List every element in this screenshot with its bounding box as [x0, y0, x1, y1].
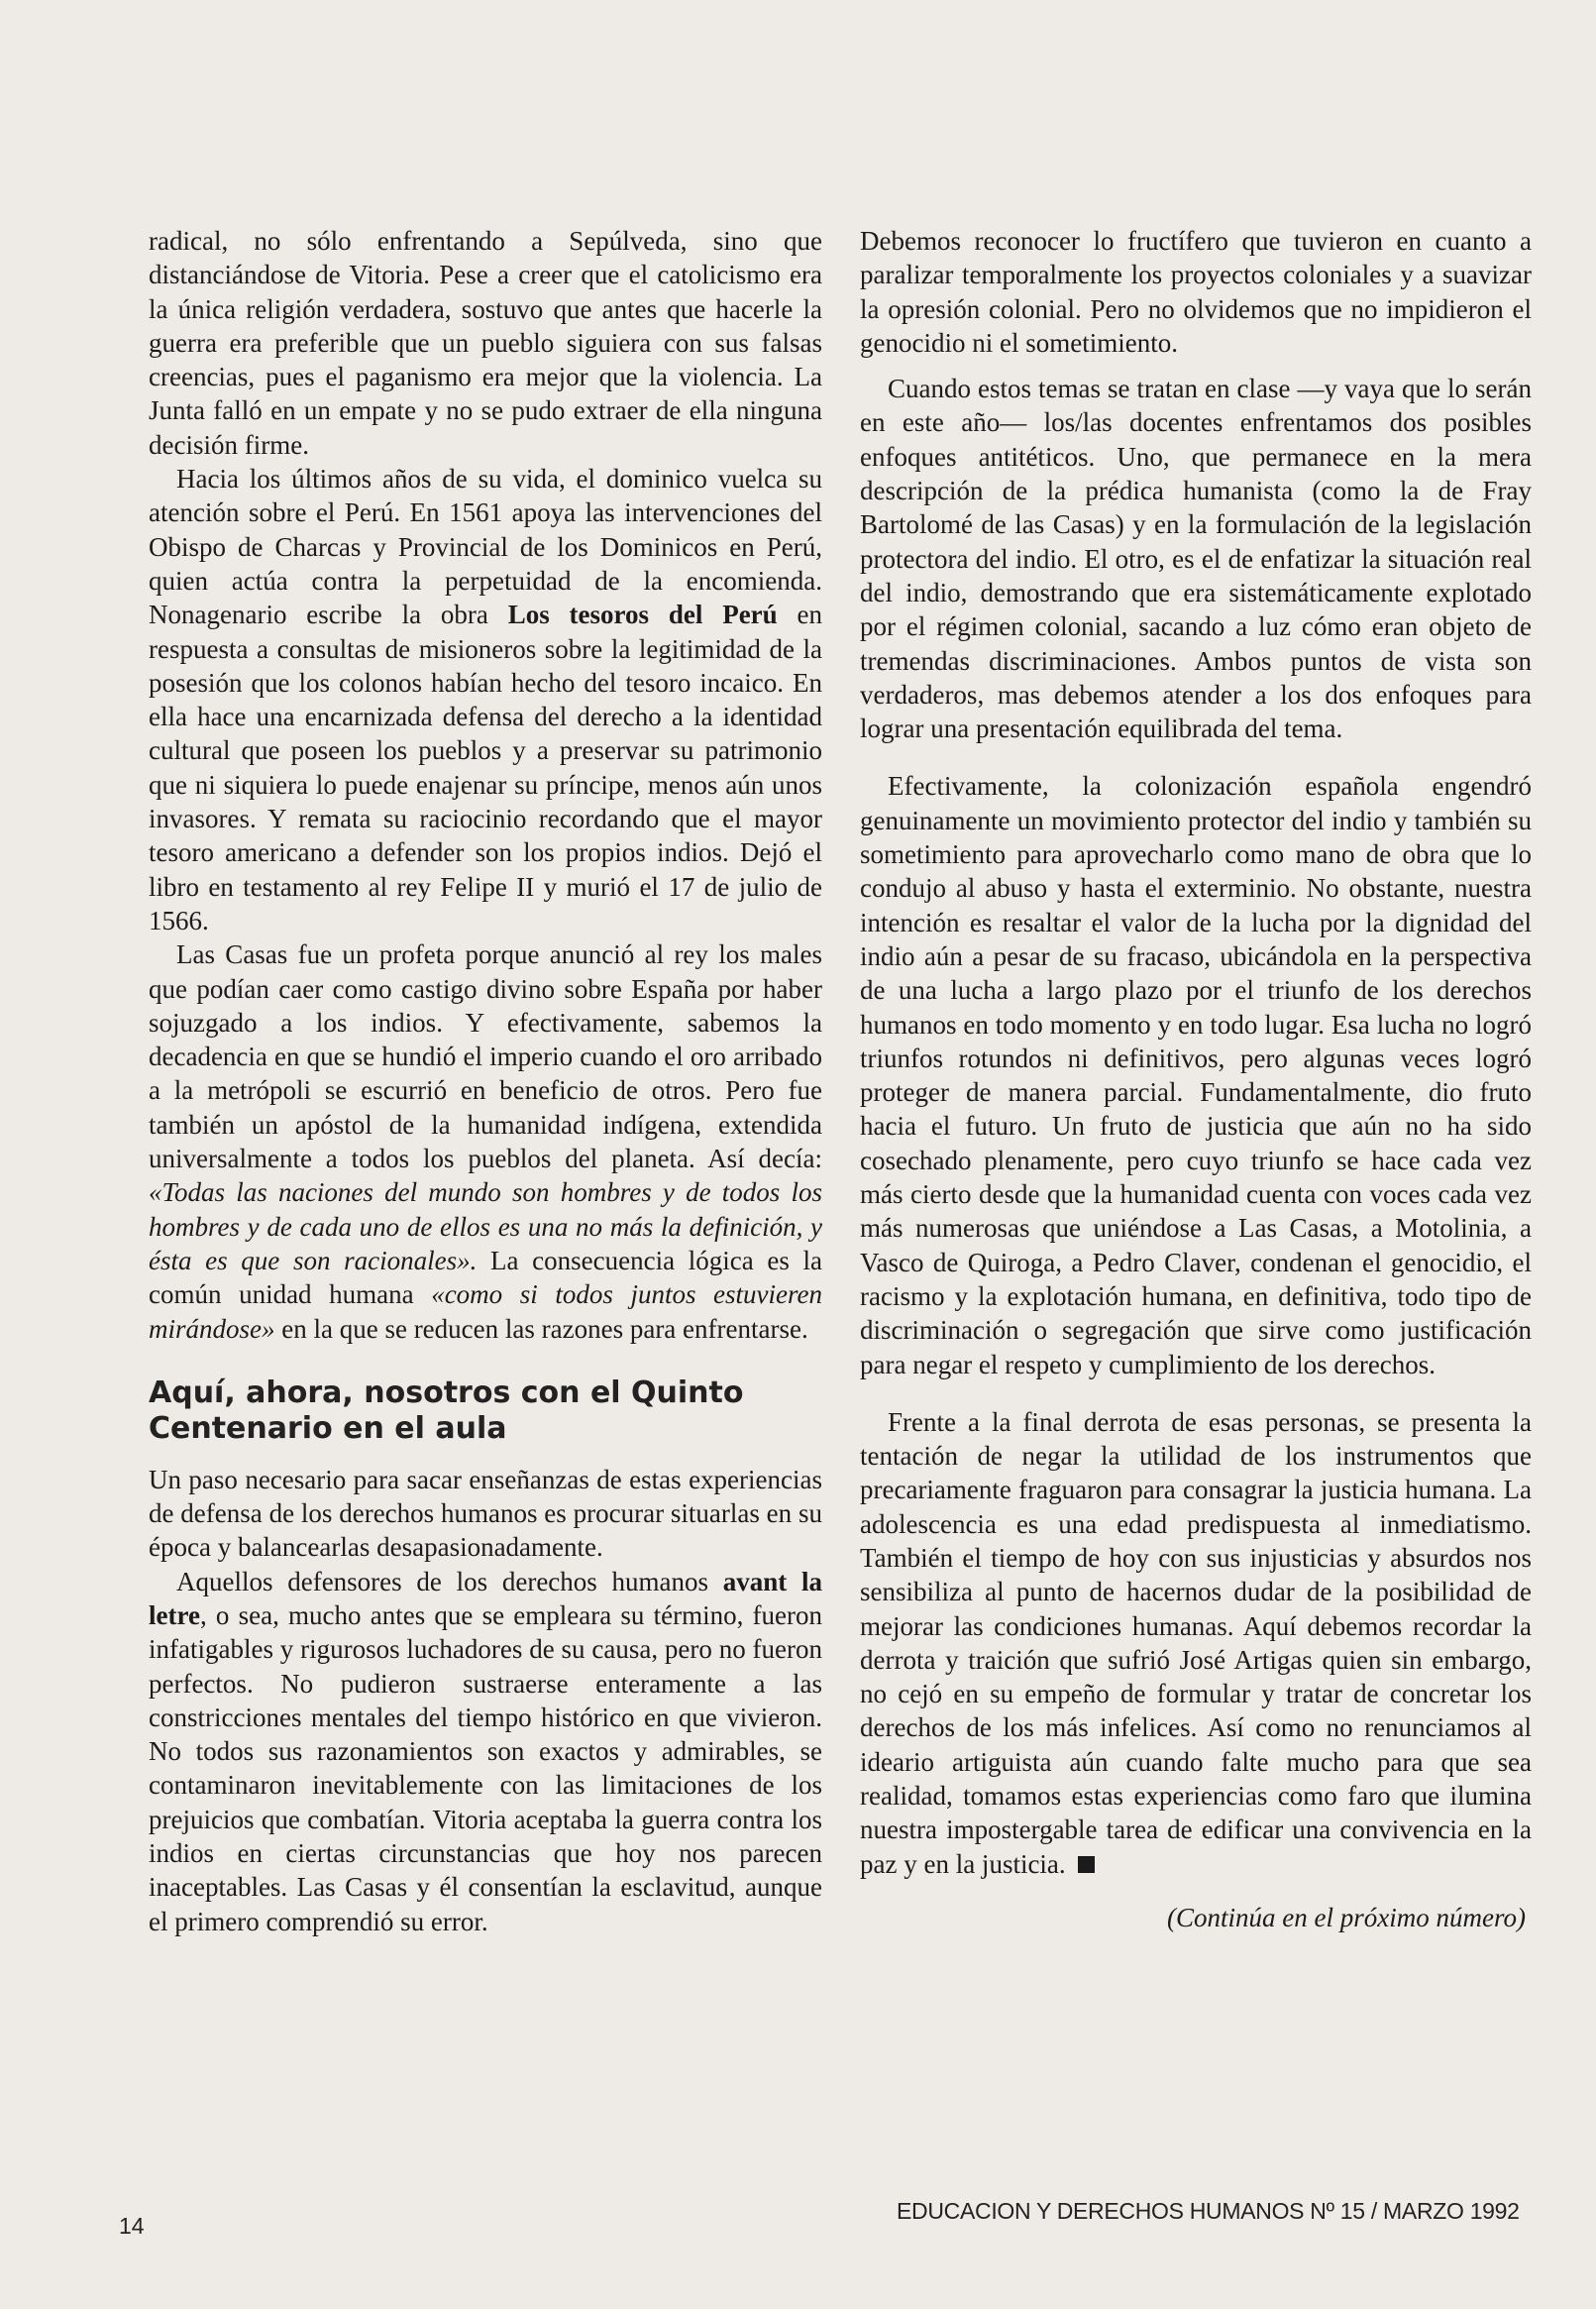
- section-heading: Aquí, ahora, nosotros con el Quinto Centenario en el aula: [149, 1374, 744, 1446]
- page-number: 14: [119, 2213, 145, 2239]
- left-column: [149, 224, 822, 1938]
- footer-publication: EDUCACION Y DERECHOS HUMANOS Nº 15 / MARZO 1992: [897, 2198, 1520, 2224]
- text-run: Hacia los últimos años de su vida, el dominico vuelca su atención sobre el Perú. En 1561 apoya las intervenciones del Obispo de Charcas y Provincial de los Dominicos en Perú, quien actúa contra la perpetuidad de la encomienda. Nonagenario escribe la obra: [149, 464, 822, 630]
- paragraph: radical, no sólo enfrentando a Sepúlveda, sino que distanciándose de Vitoria. Pese a creer que el catolicismo era la única religión verdadera, sostuvo que antes que hacerle la guerra era preferible que un pueblo siguiera con sus falsas creencias, pues el paganismo era mejor que la violencia. La Junta falló en un empate y no se pudo extraer de ella ninguna decisión firme.: [149, 226, 822, 460]
- text-run: en respuesta a consultas de misioneros sobre la legitimidad de la posesión que los colonos habían hecho del tesoro incaico. En ella hace una encarnizada defensa del derecho a la identidad cultural que poseen los pueblos y a preservar su patrimonio que ni siquiera lo puede enajenar su príncipe, menos aún unos invasores. Y remata su raciocinio recordando que el mayor tesoro americano a defender son los propios indios. Dejó el libro en testamento al rey Felipe II y murió el 17 de julio de 1566.: [149, 600, 823, 935]
- paragraph: [149, 1565, 822, 1938]
- paragraph: Un paso necesario para sacar enseñanzas de estas experiencias de defensa de los derechos humanos es procurar situarlas en su época y balancearlas desapasionadamente.: [149, 1464, 822, 1563]
- paragraph: Cuando estos temas se tratan en clase —y vaya que lo serán en este año— los/las docentes enfrentamos dos posibles enfoques antitéticos. Uno, que permanece en la mera descripción de la prédica humanista (como la de Fray Bartolomé de las Casas) y en la formulación de la legislación protectora del indio. El otro, es el de enfatizar la situación real del indio, demostrando que era sistemáticamente explotado por el régimen colonial, sacando a luz cómo eran objeto de tremendas discriminaciones. Ambos puntos de vista son verdaderos, mas debemos atender a los dos enfoques para lograr una presentación equilibrada del tema.: [860, 374, 1532, 744]
- end-of-article-icon: [1078, 1856, 1095, 1873]
- text-run: en la que se reducen las razones para enfrentarse.: [274, 1313, 808, 1344]
- paragraph: [149, 462, 822, 937]
- text-run: Frente a la final derrota de esas personas, se presenta la tentación de negar la utilidad de los instrumentos que precariamente fraguaron para consagrar la justicia humana. La adolescencia es una edad predispuesta al inmediatismo. También el tiempo de hoy con sus injusticias y absurdos nos sensibiliza al punto de hacernos dudar de la posibilidad de mejorar las condiciones humanas. Aquí debemos recordar la derrota y traición que sufrió José Artigas quien sin embargo, no cejó en su empeño de formular y tratar de concretar los derechos de los más infelices. Así como no renunciamos al ideario artiguista aún cuando falte mucho para que sea realidad, tomamos estas experiencias como faro que ilumina nuestra impostergable tarea de edificar una convivencia en la paz y en la justicia.: [860, 1406, 1532, 1879]
- text-run: Las Casas fue un profeta porque anunció al rey los males que podían caer como castigo divino sobre España por haber sojuzgado a los indios. Y efectivamente, sabemos la decadencia en que se hundió el imperio cuando el oro arribado a la metrópoli se escurrió en beneficio de otros. Pero fue también un apóstol de la humanidad indígena, extendida universalmente a todos los pueblos del planeta. Así decía:: [149, 939, 822, 1174]
- quote: «como si todos juntos estuvieren mirándose»: [149, 1279, 822, 1344]
- paragraph: Efectivamente, la colonización española engendró genuinamente un movimiento protector del indio y también su sometimiento para aprovecharlo como mano de obra que lo condujo al abuso y hasta el exterminio. No obstante, nuestra intención es resaltar el valor de la lucha por la dignidad del indio aún a pesar de su fracaso, ubicándola en la perspectiva de una lucha a largo plazo por el triunfo de los derechos humanos en todo momento y en todo lugar. Esa lucha no logró triunfos rotundos ni definitivos, pero algunas veces logró proteger de manera parcial. Fundamentalmente, dio fruto hacia el futuro. Un fruto de justicia que aún no ha sido cosechado plenamente, pero cuyo triunfo se hace cada vez más cierto desde que la humanidad cuenta con voces cada vez más numerosas que uniéndose a Las Casas, a Motolinia, a Vasco de Quiroga, a Pedro Claver, condenan el genocidio, el racismo y la explotación humana, en definitiva, todo tipo de discriminación o segregación que sirve como justificación para negar el respeto y cumplimiento de los derechos.: [860, 771, 1532, 1379]
- right-column: [860, 224, 1532, 1934]
- paragraph: [860, 1405, 1532, 1881]
- continued-note: (Continúa en el próximo número): [1167, 1902, 1526, 1932]
- paragraph: Debemos reconocer lo fructífero que tuvieron en cuanto a paralizar temporalmente los proyectos coloniales y a suavizar la opresión colonial. Pero no olvidemos que no impidieron el genocidio ni el sometimiento.: [860, 226, 1532, 358]
- text-run: La consecuencia lógica es la común unidad humana: [149, 1245, 822, 1310]
- text-run: Aquellos defensores de los derechos humanos: [176, 1566, 723, 1596]
- paragraph: [149, 937, 822, 1346]
- text-run: , o sea, mucho antes que se empleara su término, fueron infatigables y rigurosos luchadores de su causa, pero no fueron perfectos. No pudieron sustraerse enteramente a las constricciones mentales del tiempo histórico en que vivieron. No todos sus razonamientos son exactos y admirables, se contaminaron inevitablemente con las limitaciones de los prejuicios que combatían. Vitoria aceptaba la guerra contra los indios en ciertas circunstancias que hoy nos parecen inaceptables. Las Casas y él consentían la esclavitud, aunque el primero comprendió su error.: [149, 1599, 822, 1936]
- bold-term: avant la letre: [149, 1566, 822, 1630]
- quote: «Todas las naciones del mundo son hombres y de todos los hombres y de cada uno de ellos es una no más la definición, y ésta es que son racionales».: [149, 1177, 822, 1275]
- book-title: Los tesoros del Perú: [507, 600, 778, 630]
